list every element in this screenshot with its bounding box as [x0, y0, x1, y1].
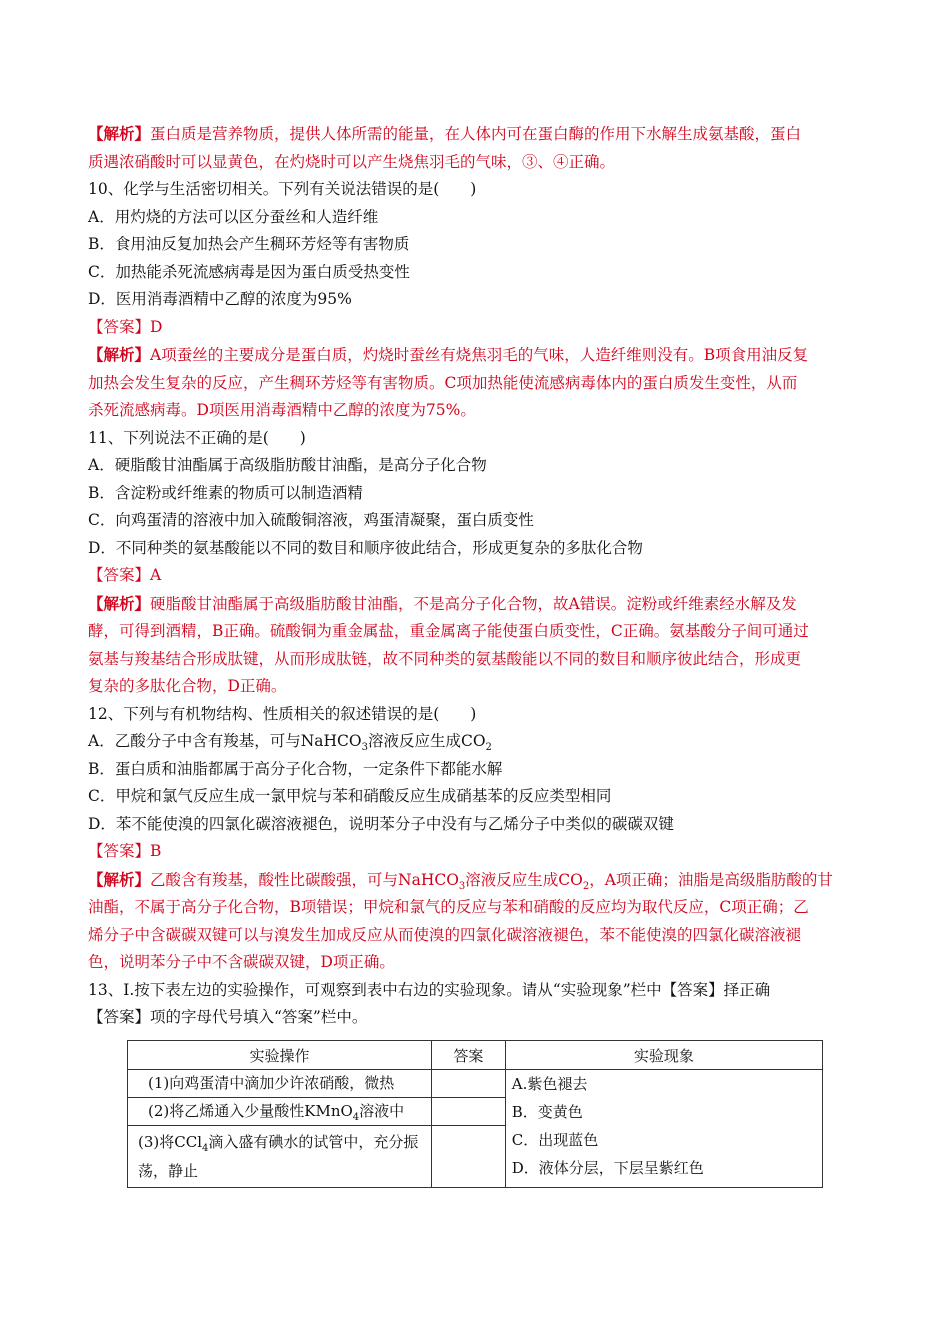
- operation-3: (3)将CCl$_4$滴入盛有碘水的试管中，充分振荡，静止: [128, 1126, 432, 1188]
- experiment-table: [127, 1040, 823, 1188]
- q11-analysis-line2: 酵，可得到酒精，B正确。硫酸铜为重金属盐，重金属离子能使蛋白质变性，C正确。氨基酸分子间可通过: [88, 622, 809, 640]
- analysis-tag: 【解析】: [88, 124, 151, 143]
- document-page: [88, 120, 864, 1032]
- q12-analysis-line3: 烯分子中含碳碳双键可以与溴发生加成反应从而使溴的四氯化碳溶液褪色，苯不能使溴的四氯化碳溶液褪: [88, 925, 802, 944]
- header-operation: 实验操作: [128, 1041, 432, 1070]
- q13-stem-line2: 【答案】项的字母代号填入“答案”栏中。: [88, 1008, 368, 1026]
- q10-option-a: A．用灼烧的方法可以区分蚕丝和人造纤维: [88, 207, 379, 226]
- q11-option-a: A．硬脂酸甘油酯属于高级脂肪酸甘油酯，是高分子化合物: [88, 456, 487, 474]
- q13-stem-line1: 13、Ⅰ.按下表左边的实验操作，可观察到表中右边的实验现象。请从“实验现象”栏中【答案】择正确: [88, 980, 771, 999]
- q12-answer: 【答案】B: [88, 842, 162, 860]
- phenomenon-d: D．液体分层，下层呈紫红色: [511, 1159, 704, 1177]
- answer-cell-2[interactable]: [431, 1098, 505, 1126]
- phenomenon-a: A.紫色褪去: [511, 1075, 588, 1093]
- q11-option-b: B．含淀粉或纤维素的物质可以制造酒精: [88, 483, 363, 502]
- q9-analysis-line1: 【解析】蛋白质是营养物质，提供人体所需的能量，在人体内可在蛋白酶的作用下水解生成氨基酸，蛋白: [88, 124, 802, 143]
- q12-analysis-line1: 【解析】乙酸含有羧基，酸性比碳酸强，可与NaHCO$_3$溶液反应生成$CO_2$，A项正确；油脂是高级脂肪酸的甘: [88, 869, 833, 892]
- q11-analysis-line1: 【解析】硬脂酸甘油酯属于高级脂肪酸甘油酯，不是高分子化合物，故A错误。淀粉或纤维素经水解及发: [88, 593, 797, 613]
- phenomenon-c: C．出现蓝色: [511, 1131, 599, 1149]
- operation-1: (1)向鸡蛋清中滴加少许浓硝酸，微热: [128, 1070, 432, 1098]
- q10-stem: 10、化学与生活密切相关。下列有关说法错误的是( ): [88, 180, 477, 198]
- q11-option-d: D．不同种类的氨基酸能以不同的数目和顺序彼此结合，形成更复杂的多肽化合物: [88, 538, 643, 557]
- answer-cell-3[interactable]: [431, 1126, 505, 1188]
- operation-2: (2)将乙烯通入少量酸性KMnO$_4$溶液中: [128, 1098, 432, 1126]
- q11-analysis-line4: 复杂的多肽化合物，D正确。: [88, 677, 287, 695]
- table-header-row: [128, 1041, 823, 1070]
- q12-option-b: B．蛋白质和油脂都属于高分子化合物，一定条件下都能水解: [88, 759, 503, 778]
- q10-option-b: B．食用油反复加热会产生稠环芳烃等有害物质: [88, 235, 410, 253]
- q12-stem: 12、下列与有机物结构、性质相关的叙述错误的是( ): [88, 704, 477, 723]
- phenomena-cell: [505, 1070, 822, 1188]
- q9-analysis-line2: 质遇浓硝酸时可以显黄色，在灼烧时可以产生烧焦羽毛的气味，③、④正确。: [88, 152, 616, 171]
- q11-stem: 11、下列说法不正确的是( ): [88, 428, 306, 447]
- q12-analysis-line4: 色，说明苯分子中不含碳碳双键，D项正确。: [88, 953, 395, 971]
- q12-option-d: D．苯不能使溴的四氯化碳溶液褪色，说明苯分子中没有与乙烯分子中类似的碳碳双键: [88, 814, 674, 833]
- q10-analysis-line2: 加热会发生复杂的反应，产生稠环芳烃等有害物质。C项加热能使流感病毒体内的蛋白质发生变性，从而: [88, 373, 798, 392]
- analysis-tag: 【解析】: [88, 345, 151, 364]
- analysis-tag: 【解析】: [88, 593, 151, 613]
- header-answer: 答案: [431, 1041, 505, 1070]
- q10-analysis-line3: 杀死流感病毒。D项医用消毒酒精中乙醇的浓度为75%。: [88, 401, 476, 419]
- q12-option-c: C．甲烷和氯气反应生成一氯甲烷与苯和硝酸反应生成硝基苯的反应类型相同: [88, 787, 612, 805]
- q11-option-c: C．向鸡蛋清的溶液中加入硫酸铜溶液，鸡蛋清凝聚，蛋白质变性: [88, 511, 534, 529]
- q12-option-a: A．乙酸分子中含有羧基，可与NaHCO$_3$溶液反应生成$CO_2$: [88, 732, 492, 754]
- q10-option-d: D．医用消毒酒精中乙醇的浓度为95%: [88, 290, 352, 308]
- q10-answer: 【答案】D: [88, 317, 163, 336]
- phenomenon-b: B．变黄色: [511, 1103, 583, 1121]
- q12-analysis-line2: 油酯，不属于高分子化合物，B项错误；甲烷和氯气的反应与苯和硝酸的反应均为取代反应，C项正确；乙: [88, 898, 809, 916]
- header-phenomenon: 实验现象: [505, 1041, 822, 1070]
- q11-answer: 【答案】A: [88, 566, 162, 584]
- answer-cell-1[interactable]: [431, 1070, 505, 1098]
- q10-option-c: C．加热能杀死流感病毒是因为蛋白质受热变性: [88, 262, 410, 281]
- q10-analysis-line1: 【解析】A项蚕丝的主要成分是蛋白质，灼烧时蚕丝有烧焦羽毛的气味，人造纤维则没有。B项食用油反复: [88, 345, 809, 364]
- q11-analysis-line3: 氨基与羧基结合形成肽键，从而形成肽链，故不同种类的氨基酸能以不同的数目和顺序彼此结合，形成更: [88, 649, 802, 668]
- analysis-tag: 【解析】: [88, 869, 151, 889]
- table-row: [128, 1070, 823, 1098]
